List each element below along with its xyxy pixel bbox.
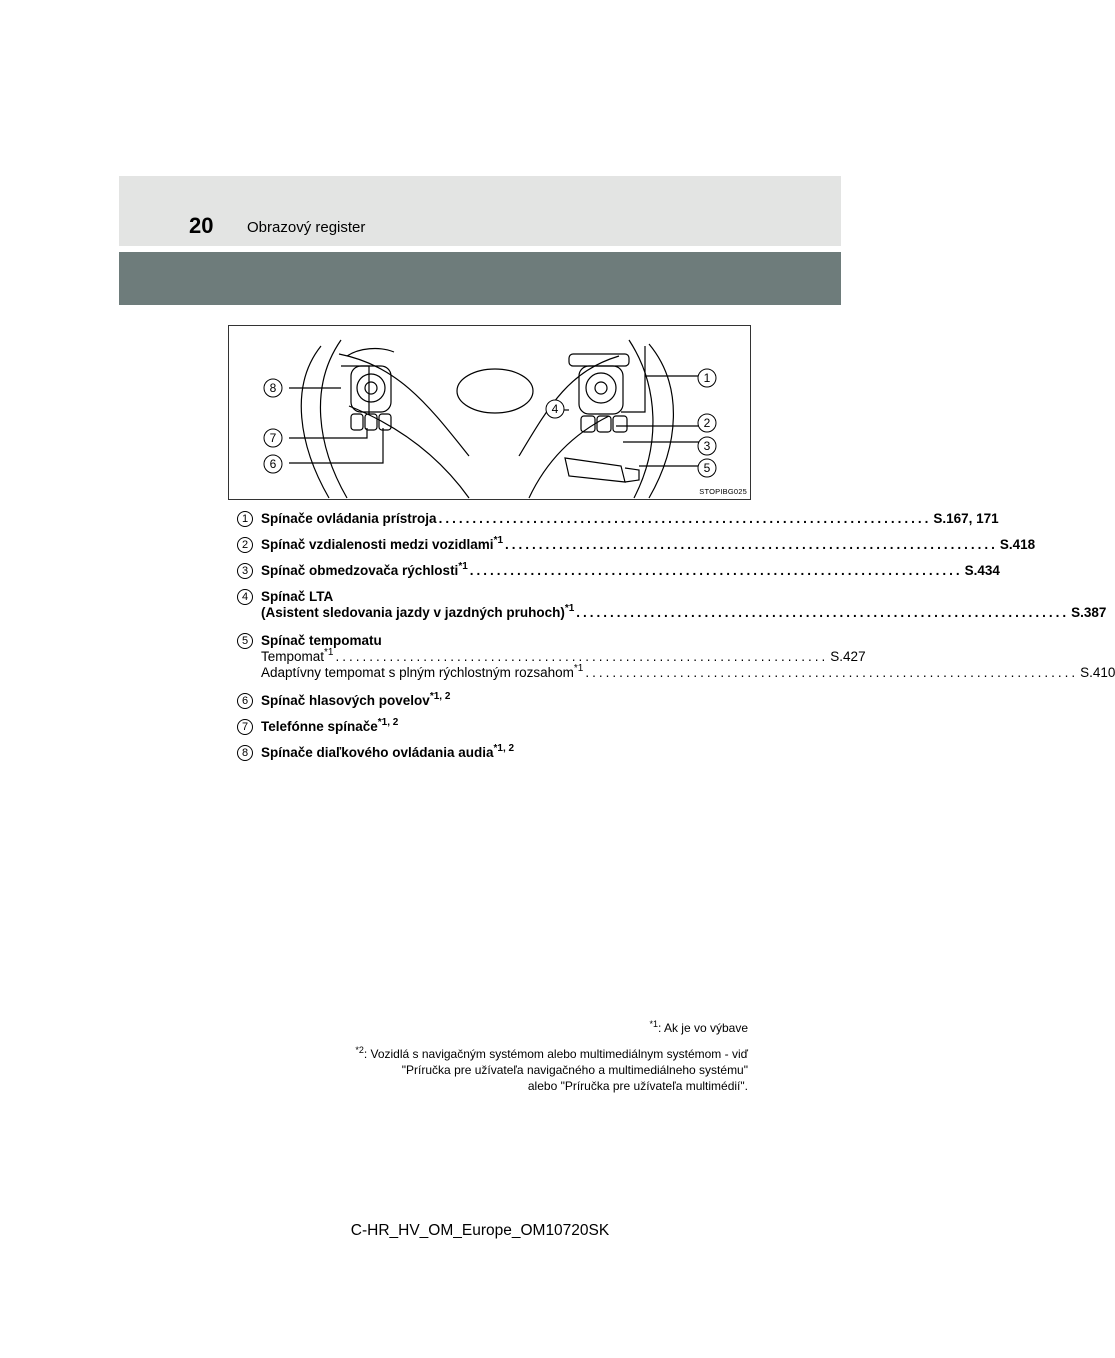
- header-band: [119, 176, 841, 246]
- footnote-mark: *2: [355, 1045, 364, 1055]
- page-reference-link[interactable]: S.387: [1071, 605, 1107, 620]
- footnote-text: "Príručka pre užívateľa navigačného a multimediálneho systému": [401, 1063, 748, 1077]
- page-reference-link[interactable]: S.410: [1080, 665, 1115, 680]
- callout-6: [264, 455, 282, 473]
- item-label: (Asistent sledovania jazdy v jazdných pruhoch): [261, 605, 565, 620]
- index-item: [237, 719, 723, 735]
- callout-4: [546, 400, 564, 418]
- item-number-badge: 6: [237, 693, 253, 709]
- footnote-mark: *1: [573, 663, 584, 674]
- svg-text:5: 5: [703, 461, 711, 475]
- footnote-mark: *1, 2: [429, 691, 451, 702]
- index-item: 5 Spínač tempomatu Tempomat$^{*1}$ ......................................................................... S.427 Adaptívny tempomat s plným rýchlostným rozsahom$^{*1}$ ......................................................................... S.410: [237, 633, 723, 681]
- svg-text:3: 3: [703, 439, 711, 453]
- item-label: Telefónne spínače: [261, 719, 378, 734]
- footnote-mark: *1: [564, 603, 575, 614]
- callout-2: [698, 414, 716, 432]
- svg-text:2: 2: [703, 416, 711, 430]
- steering-wheel-drawing: [229, 326, 750, 499]
- footnote-mark: *1: [458, 561, 468, 572]
- index-item: 2 Spínač vzdialenosti medzi vozidlami$^{*1}$ ......................................................................... S.418: [237, 537, 723, 553]
- callout-5: [698, 459, 716, 477]
- index-item: [237, 745, 723, 761]
- item-number-badge: 8: [237, 745, 253, 761]
- section-title: Obrazový register: [247, 219, 366, 236]
- svg-text:7: 7: [269, 431, 277, 445]
- item-label: Spínač obmedzovača rýchlosti: [261, 563, 459, 578]
- svg-text:8: 8: [269, 381, 277, 395]
- footnote-2: [355, 1046, 748, 1094]
- svg-text:4: 4: [551, 402, 559, 416]
- footnote-mark: *1, 2: [377, 717, 399, 728]
- item-label: Spínač vzdialenosti medzi vozidlami: [261, 537, 494, 552]
- index-item: 3 Spínač obmedzovača rýchlosti$^{*1}$ ......................................................................... S.434: [237, 563, 723, 579]
- callout-8: [264, 379, 282, 397]
- item-label: Spínače diaľkového ovládania audia: [261, 745, 494, 760]
- item-label: Spínač hlasových povelov: [261, 693, 430, 708]
- item-label: Spínač tempomatu: [261, 633, 382, 648]
- footnote-mark: *1, 2: [493, 743, 515, 754]
- item-number-badge: 3: [237, 563, 253, 579]
- page-reference-link[interactable]: S.418: [999, 537, 1036, 552]
- footnote-text: : Vozidlá s navigačným systémom alebo multimediálnym systémom - viď: [363, 1047, 748, 1061]
- index-item: 4 Spínač LTA (Asistent sledovania jazdy v jazdných pruhoch)$^{*1}$ ......................................................................... S.387: [237, 589, 723, 621]
- callout-3: [698, 437, 716, 455]
- svg-text:6: 6: [269, 457, 277, 471]
- item-number-badge: 5: [237, 633, 253, 649]
- item-number-badge: 2: [237, 537, 253, 553]
- callout-7: [264, 429, 282, 447]
- footnote-mark: *1: [649, 1019, 658, 1029]
- svg-text:1: 1: [703, 371, 711, 385]
- page-reference-link[interactable]: S.167, 171: [933, 511, 999, 526]
- item-label: Spínač LTA: [261, 589, 334, 604]
- sub-item-label: Tempomat: [261, 649, 325, 664]
- document-code: C-HR_HV_OM_Europe_OM10720SK: [350, 1222, 610, 1239]
- footnote-mark: *1: [324, 647, 334, 658]
- footnote-1: [649, 1020, 748, 1036]
- page-reference-link[interactable]: S.434: [964, 563, 1000, 578]
- footnote-text: alebo "Príručka pre užívateľa multimédií".: [527, 1079, 748, 1093]
- sub-item-label: Adaptívny tempomat s plným rýchlostným rozsahom: [261, 665, 574, 680]
- item-number-badge: 7: [237, 719, 253, 735]
- item-label: Spínače ovládania prístroja: [261, 511, 437, 526]
- page-reference-link[interactable]: S.427: [830, 649, 866, 664]
- index-item: 1 Spínače ovládania prístroja ......................................................................... S.167, 171: [237, 511, 723, 527]
- callout-1: [698, 369, 716, 387]
- section-banner: [119, 252, 841, 305]
- index-item: [237, 693, 723, 709]
- figure-code: STOPIBG025: [699, 487, 747, 496]
- item-number-badge: 1: [237, 511, 253, 527]
- item-number-badge: 4: [237, 589, 253, 605]
- footnote-text: : Ak je vo výbave: [657, 1021, 748, 1035]
- footnote-mark: *1: [493, 535, 504, 546]
- steering-wheel-figure: [228, 325, 751, 500]
- page-number: 20: [189, 213, 214, 238]
